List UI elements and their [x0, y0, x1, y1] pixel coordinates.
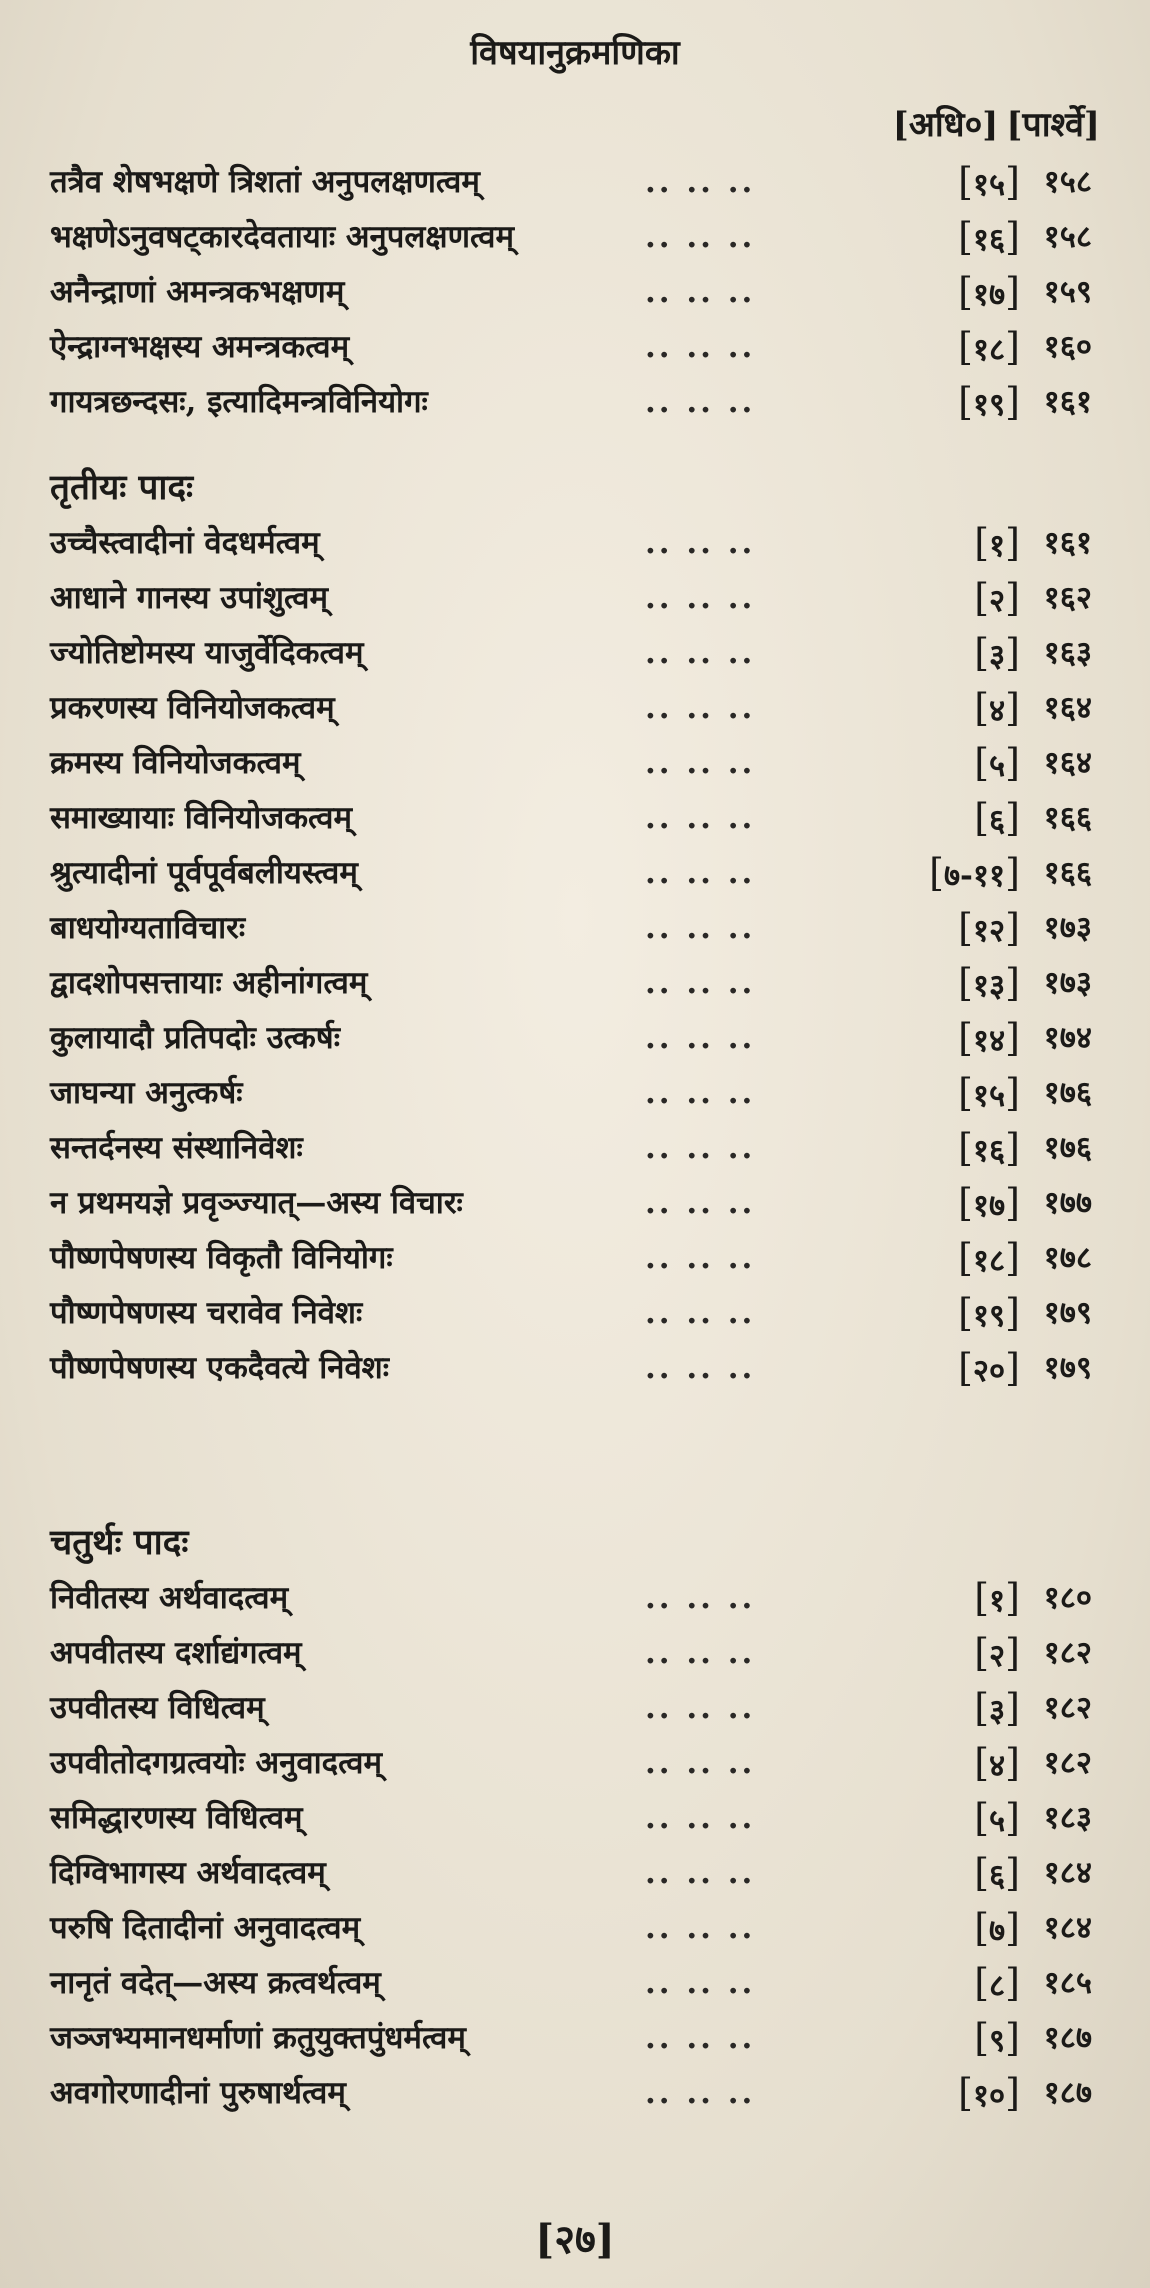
adhikarana-number: [६]	[974, 1851, 1020, 1895]
dot-leader: .. .. ..	[645, 910, 756, 946]
page-number-ref: १५८	[1043, 219, 1092, 255]
entry-title: परुषि दितादीनां अनुवादत्वम्	[50, 1910, 361, 1946]
dot-leader: .. .. ..	[645, 1185, 756, 1221]
entry-title: अपवीतस्य दर्शाद्यंगत्वम्	[50, 1635, 302, 1671]
page-number-ref: १७८	[1043, 1240, 1092, 1276]
entry-title: सन्तर्दनस्य संस्थानिवेशः	[50, 1130, 303, 1166]
adhikarana-number: [२]	[974, 576, 1020, 620]
adhikarana-number: [२०]	[958, 1346, 1020, 1390]
toc-entry	[50, 1681, 1100, 1736]
entry-title: गायत्रछन्दसः, इत्यादिमन्त्रविनियोगः	[50, 384, 428, 420]
page-number-ref: १७७	[1043, 1185, 1092, 1221]
adhikarana-number: [२]	[974, 1631, 1020, 1675]
adhikarana-number: [३]	[974, 1686, 1020, 1730]
adhikarana-number: [५]	[974, 741, 1020, 785]
page-number-ref: १८५	[1043, 1965, 1092, 2001]
page-column-header: [पार्श्वे]	[1006, 105, 1100, 145]
entry-title: पौष्णपेषणस्य एकदैवत्ये निवेशः	[50, 1350, 390, 1386]
toc-entry	[50, 1956, 1100, 2011]
dot-leader: .. .. ..	[645, 1130, 756, 1166]
section-tritiya-pada	[50, 460, 1100, 1396]
entry-title: श्रुत्यादीनां पूर्वपूर्वबलीयस्त्वम्	[50, 855, 358, 891]
adhikarana-number: [१]	[974, 521, 1020, 565]
dot-leader: .. .. ..	[645, 635, 756, 671]
toc-entry	[50, 791, 1100, 846]
dot-leader: .. .. ..	[645, 1855, 756, 1891]
page-number-ref: १६४	[1043, 745, 1092, 781]
page-number-ref: १८३	[1043, 1800, 1092, 1836]
entry-title: तत्रैव शेषभक्षणे त्रिशतां अनुपलक्षणत्वम्	[50, 164, 480, 200]
entry-title: जाघन्या अनुत्कर्षः	[50, 1075, 243, 1111]
entry-title: प्रकरणस्य विनियोजकत्वम्	[50, 690, 335, 726]
page-number-ref: १६३	[1043, 635, 1092, 671]
adhikarana-number: [४]	[974, 686, 1020, 730]
toc-entry	[50, 901, 1100, 956]
page-number-ref: १६६	[1043, 855, 1092, 891]
toc-entry	[50, 956, 1100, 1011]
toc-entry	[50, 1901, 1100, 1956]
adhikarana-number: [१५]	[958, 160, 1020, 204]
entry-title: ऐन्द्राग्नभक्षस्य अमन्त्रकत्वम्	[50, 329, 350, 365]
page-number-ref: १८०	[1043, 1580, 1092, 1616]
dot-leader: .. .. ..	[645, 1580, 756, 1616]
toc-entry	[50, 265, 1100, 320]
entry-title: ज्योतिष्टोमस्य याजुर्वेदिकत्वम्	[50, 635, 364, 671]
entry-title: पौष्णपेषणस्य विकृतौ विनियोगः	[50, 1240, 393, 1276]
page-number-ref: १८७	[1043, 2020, 1092, 2056]
dot-leader: .. .. ..	[645, 745, 756, 781]
section-continued	[50, 155, 1100, 430]
entry-title: दिग्विभागस्य अर्थवादत्वम्	[50, 1855, 326, 1891]
dot-leader: .. .. ..	[645, 2020, 756, 2056]
adhikarana-number: [१९]	[958, 380, 1020, 424]
adhikarana-number: [१७]	[958, 1181, 1020, 1225]
toc-entry	[50, 1736, 1100, 1791]
toc-entry	[50, 1791, 1100, 1846]
dot-leader: .. .. ..	[645, 1635, 756, 1671]
page-number-ref: १८४	[1043, 1910, 1092, 1946]
entry-title: बाधयोग्यताविचारः	[50, 910, 246, 946]
adhikarana-number: [१८]	[958, 1236, 1020, 1280]
page-number-ref: १७९	[1043, 1295, 1092, 1331]
entry-title: उपवीतस्य विधित्वम्	[50, 1690, 265, 1726]
page-number-ref: १८७	[1043, 2075, 1092, 2111]
dot-leader: .. .. ..	[645, 384, 756, 420]
dot-leader: .. .. ..	[645, 274, 756, 310]
page-number-ref: १८२	[1043, 1690, 1092, 1726]
adhikarana-number: [८]	[974, 1961, 1020, 2005]
entry-title: पौष्णपेषणस्य चरावेव निवेशः	[50, 1295, 363, 1331]
page-number-ref: १६१	[1043, 384, 1092, 420]
entry-title: उपवीतोदगग्रत्वयोः अनुवादत्वम्	[50, 1745, 383, 1781]
toc-entry	[50, 571, 1100, 626]
page-title: विषयानुक्रमणिका	[470, 33, 680, 73]
dot-leader: .. .. ..	[645, 164, 756, 200]
dot-leader: .. .. ..	[645, 525, 756, 561]
entry-title: समाख्यायाः विनियोजकत्वम्	[50, 800, 353, 836]
adhikarana-number: [१]	[974, 1576, 1020, 1620]
page-number-ref: १७६	[1043, 1130, 1092, 1166]
page-number-ref: १५८	[1043, 164, 1092, 200]
toc-entry	[50, 1286, 1100, 1341]
page-number-ref: १६२	[1043, 580, 1092, 616]
page-number-ref: १८२	[1043, 1635, 1092, 1671]
page-number-ref: १६०	[1043, 329, 1092, 365]
dot-leader: .. .. ..	[645, 1690, 756, 1726]
dot-leader: .. .. ..	[645, 219, 756, 255]
page-number-ref: १७९	[1043, 1350, 1092, 1386]
entry-title: अनैन्द्राणां अमन्त्रकभक्षणम्	[50, 274, 345, 310]
adhikarana-number: [३]	[974, 631, 1020, 675]
adhikarana-number: [६]	[974, 796, 1020, 840]
toc-entry	[50, 375, 1100, 430]
toc-entry	[50, 210, 1100, 265]
column-headers	[893, 100, 1100, 146]
dot-leader: .. .. ..	[645, 800, 756, 836]
page-number-ref: १६४	[1043, 690, 1092, 726]
dot-leader: .. .. ..	[645, 855, 756, 891]
adhikarana-number: [१५]	[958, 1071, 1020, 1115]
page-number-ref: १७३	[1043, 965, 1092, 1001]
toc-entry	[50, 1176, 1100, 1231]
adhikarana-number: [९]	[974, 2016, 1020, 2060]
page-number-ref: १७३	[1043, 910, 1092, 946]
entry-title: उच्चैस्त्वादीनां वेदधर्मत्वम्	[50, 525, 320, 561]
dot-leader: .. .. ..	[645, 1075, 756, 1111]
page-number-ref: १६१	[1043, 525, 1092, 561]
page-number-ref: १८२	[1043, 1745, 1092, 1781]
dot-leader: .. .. ..	[645, 1745, 756, 1781]
toc-entry	[50, 1011, 1100, 1066]
adhikarana-number: [७-११]	[929, 851, 1020, 895]
page-number: [२७]	[535, 2216, 615, 2263]
toc-entry	[50, 1341, 1100, 1396]
entry-title: अवगोरणादीनां पुरुषार्थत्वम्	[50, 2075, 346, 2111]
dot-leader: .. .. ..	[645, 965, 756, 1001]
toc-entry	[50, 2011, 1100, 2066]
dot-leader: .. .. ..	[645, 2075, 756, 2111]
adhikarana-number: [१६]	[958, 1126, 1020, 1170]
toc-entry	[50, 2066, 1100, 2121]
adhikarana-number: [१६]	[958, 215, 1020, 259]
section-chaturtha-pada	[50, 1515, 1100, 2121]
toc-entry	[50, 1121, 1100, 1176]
toc-entry	[50, 1066, 1100, 1121]
page-number-ref: १६६	[1043, 800, 1092, 836]
entry-title: द्वादशोपसत्तायाः अहीनांगत्वम्	[50, 965, 368, 1001]
toc-entry	[50, 626, 1100, 681]
adhikarana-number: [१२]	[958, 906, 1020, 950]
adhikarana-number: [७]	[974, 1906, 1020, 1950]
entry-title: समिद्धारणस्य विधित्वम्	[50, 1800, 303, 1836]
entry-title: जञ्जभ्यमानधर्माणां क्रतुयुक्तपुंधर्मत्वम्	[50, 2020, 466, 2056]
page-number-ref: १७६	[1043, 1075, 1092, 1111]
entry-title: आधाने गानस्य उपांशुत्वम्	[50, 580, 328, 616]
adhikarana-number: [१४]	[958, 1016, 1020, 1060]
toc-entry	[50, 1571, 1100, 1626]
adhikarana-number: [१८]	[958, 325, 1020, 369]
entry-title: कुलायादौ प्रतिपदोः उत्कर्षः	[50, 1020, 340, 1056]
dot-leader: .. .. ..	[645, 329, 756, 365]
dot-leader: .. .. ..	[645, 1910, 756, 1946]
toc-entry	[50, 320, 1100, 375]
section-heading: तृतीयः पादः	[50, 467, 194, 508]
section-heading: चतुर्थः पादः	[50, 1522, 189, 1563]
entry-title: नानृतं वदेत्—अस्य क्रत्वर्थत्वम्	[50, 1965, 381, 2001]
dot-leader: .. .. ..	[645, 1350, 756, 1386]
dot-leader: .. .. ..	[645, 1965, 756, 2001]
adhikarana-column-header: [अधि०]	[892, 105, 999, 145]
adhikarana-number: [१९]	[958, 1291, 1020, 1335]
toc-entry	[50, 846, 1100, 901]
dot-leader: .. .. ..	[645, 580, 756, 616]
dot-leader: .. .. ..	[645, 1295, 756, 1331]
page-number-ref: १७४	[1043, 1020, 1092, 1056]
adhikarana-number: [१०]	[958, 2071, 1020, 2115]
toc-entry	[50, 681, 1100, 736]
adhikarana-number: [५]	[974, 1796, 1020, 1840]
toc-entry	[50, 1231, 1100, 1286]
entry-title: भक्षणेऽनुवषट्कारदेवतायाः अनुपलक्षणत्वम्	[50, 219, 515, 255]
page-number-ref: १८४	[1043, 1855, 1092, 1891]
entry-title: न प्रथमयज्ञे प्रवृञ्ज्यात्—अस्य विचारः	[50, 1185, 463, 1221]
entry-title: निवीतस्य अर्थवादत्वम्	[50, 1580, 289, 1616]
toc-entry	[50, 516, 1100, 571]
dot-leader: .. .. ..	[645, 1020, 756, 1056]
adhikarana-number: [१७]	[958, 270, 1020, 314]
adhikarana-number: [१३]	[958, 961, 1020, 1005]
entry-title: क्रमस्य विनियोजकत्वम्	[50, 745, 301, 781]
dot-leader: .. .. ..	[645, 690, 756, 726]
adhikarana-number: [४]	[974, 1741, 1020, 1785]
toc-entry	[50, 1846, 1100, 1901]
toc-entry	[50, 1626, 1100, 1681]
toc-entry	[50, 155, 1100, 210]
dot-leader: .. .. ..	[645, 1240, 756, 1276]
dot-leader: .. .. ..	[645, 1800, 756, 1836]
page-number-ref: १५९	[1043, 274, 1092, 310]
toc-entry	[50, 736, 1100, 791]
